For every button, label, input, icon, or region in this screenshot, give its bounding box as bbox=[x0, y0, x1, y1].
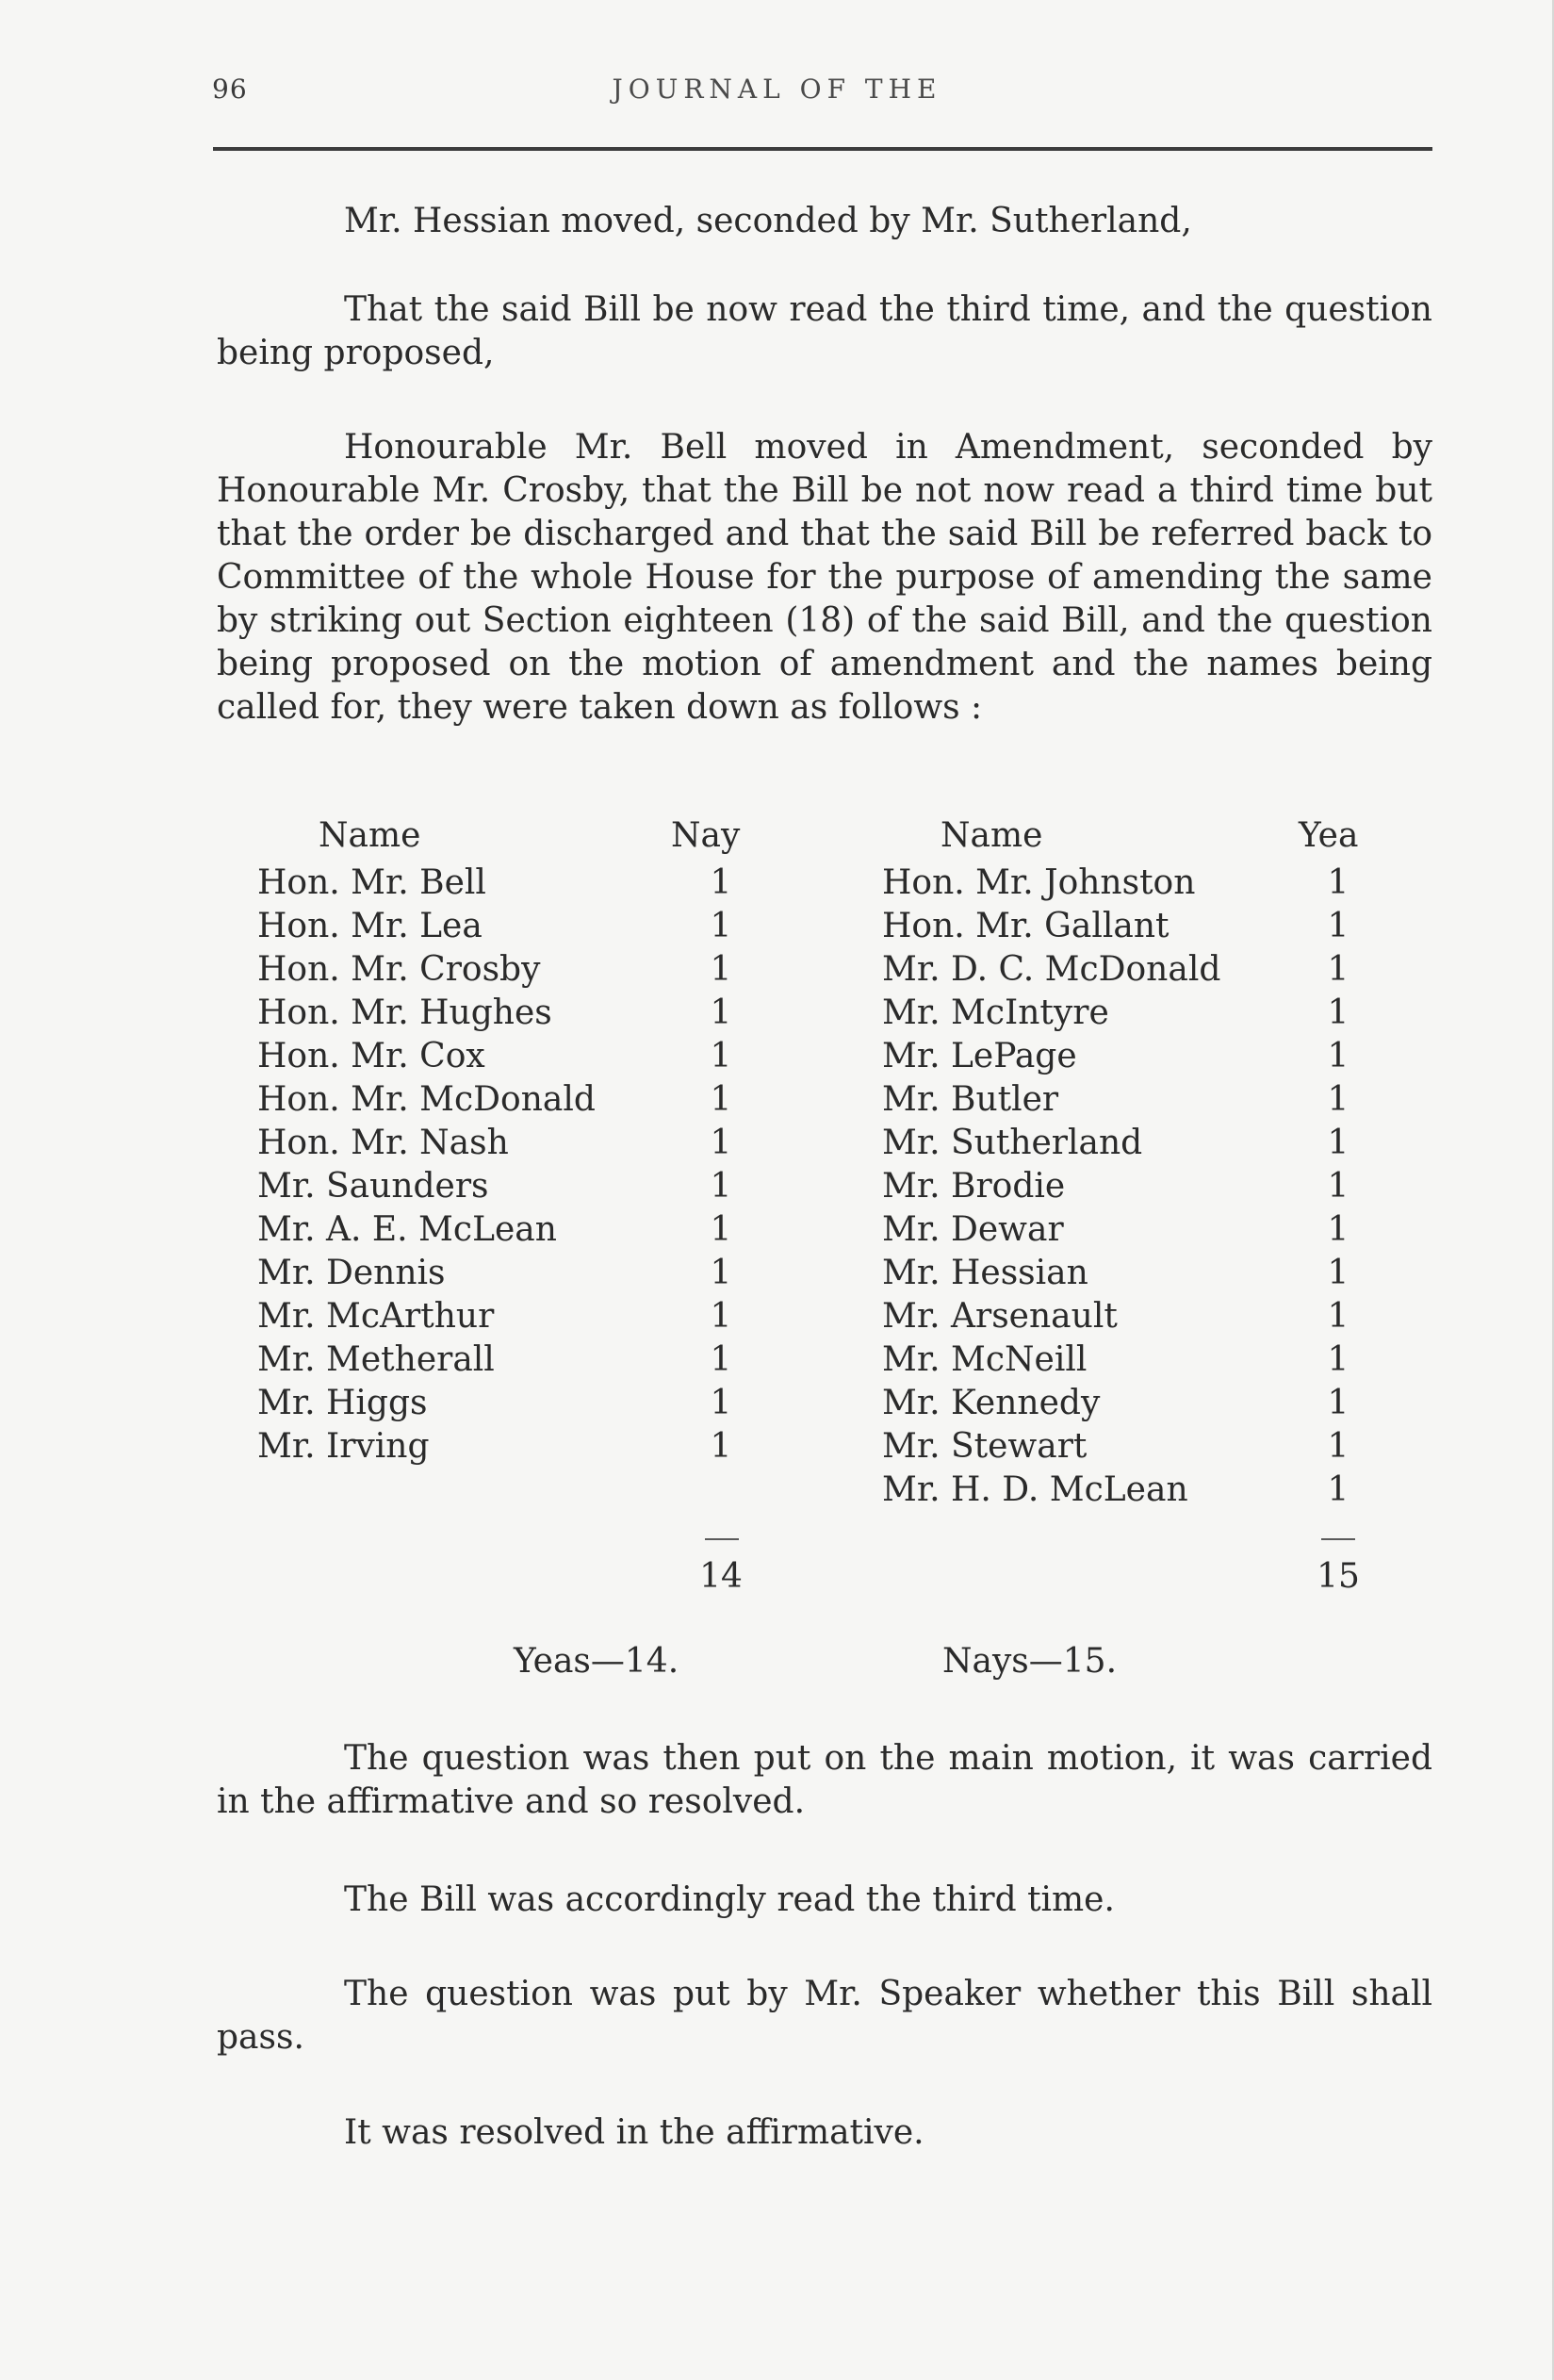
table-row bbox=[0, 948, 1554, 992]
left-member-vote: 1 bbox=[710, 1080, 732, 1119]
right-member-vote: 1 bbox=[1327, 950, 1350, 989]
paragraph-main-motion-rest: carried in the affirmative and so resolved. bbox=[217, 1739, 1432, 1821]
right-member-vote: 1 bbox=[1327, 1124, 1350, 1162]
paragraph-main-motion bbox=[217, 1737, 1432, 1824]
left-member-vote: 1 bbox=[710, 1254, 732, 1292]
paragraph-main-motion-first: The question was then put on the main motion, it was bbox=[344, 1739, 1295, 1778]
right-member-vote: 1 bbox=[1327, 1384, 1350, 1422]
table-row bbox=[0, 1338, 1554, 1382]
nay-total: 14 bbox=[699, 1557, 743, 1596]
right-member-vote: 1 bbox=[1327, 1254, 1350, 1292]
paragraph-speaker-question bbox=[217, 1973, 1432, 2060]
right-member-name: Mr. Sutherland bbox=[882, 1124, 1143, 1162]
table-row bbox=[0, 1469, 1554, 1512]
table-row bbox=[0, 1208, 1554, 1252]
paragraph-third-reading-first: That the said Bill be now read the third time, and the bbox=[344, 290, 1273, 329]
right-member-name: Mr. Kennedy bbox=[882, 1384, 1101, 1422]
table-row bbox=[0, 1425, 1554, 1469]
right-member-name: Mr. Hessian bbox=[882, 1254, 1088, 1292]
right-member-vote: 1 bbox=[1327, 993, 1350, 1032]
paragraph-resolved-text: It was resolved in the affirmative. bbox=[344, 2113, 924, 2152]
paragraph-motion bbox=[217, 200, 1432, 243]
right-member-name: Mr. Arsenault bbox=[882, 1297, 1118, 1336]
right-member-vote: 1 bbox=[1327, 1167, 1350, 1206]
paragraph-motion-text: Mr. Hessian moved, seconded by Mr. Sutherland, bbox=[344, 202, 1192, 240]
left-member-name: Mr. McArthur bbox=[257, 1297, 495, 1336]
left-member-name: Mr. Irving bbox=[257, 1427, 430, 1466]
right-member-vote: 1 bbox=[1327, 907, 1350, 945]
right-member-name: Hon. Mr. Johnston bbox=[882, 863, 1196, 902]
left-member-vote: 1 bbox=[710, 1210, 732, 1249]
yea-total-rule bbox=[1321, 1538, 1355, 1540]
left-member-name: Mr. A. E. McLean bbox=[257, 1210, 557, 1249]
left-member-name: Mr. Higgs bbox=[257, 1384, 428, 1422]
table-row bbox=[0, 1252, 1554, 1295]
table-row bbox=[0, 1382, 1554, 1425]
left-member-vote: 1 bbox=[710, 1167, 732, 1206]
left-member-name: Hon. Mr. McDonald bbox=[257, 1080, 596, 1119]
left-member-name: Mr. Saunders bbox=[257, 1167, 489, 1206]
running-head: JOURNAL OF THE bbox=[612, 74, 942, 105]
left-member-vote: 1 bbox=[710, 863, 732, 902]
paragraph-speaker-question-first: The question was put by Mr. Speaker whether this Bill bbox=[344, 1975, 1335, 2013]
right-member-vote: 1 bbox=[1327, 1427, 1350, 1466]
yea-header: Yea bbox=[1299, 816, 1359, 855]
left-member-vote: 1 bbox=[710, 993, 732, 1032]
result-yeas: Yeas—14. bbox=[514, 1642, 679, 1681]
right-member-vote: 1 bbox=[1327, 863, 1350, 902]
left-name-header: Name bbox=[319, 816, 421, 855]
table-row bbox=[0, 992, 1554, 1035]
right-member-vote: 1 bbox=[1327, 1470, 1350, 1509]
left-member-name: Hon. Mr. Hughes bbox=[257, 993, 552, 1032]
right-member-name: Mr. Butler bbox=[882, 1080, 1059, 1119]
paragraph-amendment-first: Honourable Mr. Bell moved in Amendment, seconded by bbox=[344, 428, 1432, 467]
paragraph-third-reading bbox=[217, 288, 1432, 375]
table-row bbox=[0, 1078, 1554, 1122]
division-table-header bbox=[0, 814, 1554, 858]
left-member-vote: 1 bbox=[710, 950, 732, 989]
table-row bbox=[0, 1122, 1554, 1165]
table-row bbox=[0, 905, 1554, 948]
nay-header: Nay bbox=[671, 816, 741, 855]
left-member-name: Hon. Mr. Lea bbox=[257, 907, 483, 945]
left-member-name: Hon. Mr. Nash bbox=[257, 1124, 509, 1162]
paragraph-amendment bbox=[217, 426, 1432, 730]
header-rule bbox=[213, 147, 1432, 151]
right-member-vote: 1 bbox=[1327, 1340, 1350, 1379]
paragraph-third-reading-rest: question being proposed, bbox=[217, 290, 1432, 372]
left-member-vote: 1 bbox=[710, 1297, 732, 1336]
paragraph-read-third bbox=[217, 1879, 1432, 1922]
table-row bbox=[0, 862, 1554, 905]
right-member-vote: 1 bbox=[1327, 1080, 1350, 1119]
division-totals bbox=[0, 1555, 1554, 1599]
result-nays: Nays—15. bbox=[942, 1642, 1118, 1681]
right-member-name: Mr. McIntyre bbox=[882, 993, 1109, 1032]
page-number: 96 bbox=[212, 74, 248, 105]
left-member-vote: 1 bbox=[710, 1124, 732, 1162]
paragraph-resolved bbox=[217, 2111, 1432, 2155]
left-member-name: Mr. Metherall bbox=[257, 1340, 495, 1379]
right-member-name: Mr. LePage bbox=[882, 1037, 1077, 1075]
right-member-name: Mr. Stewart bbox=[882, 1427, 1088, 1466]
left-member-name: Mr. Dennis bbox=[257, 1254, 446, 1292]
right-member-name: Mr. McNeill bbox=[882, 1340, 1088, 1379]
table-row bbox=[0, 1165, 1554, 1208]
right-member-vote: 1 bbox=[1327, 1297, 1350, 1336]
nay-total-rule bbox=[705, 1538, 739, 1540]
table-row bbox=[0, 1035, 1554, 1078]
right-member-name: Mr. Dewar bbox=[882, 1210, 1064, 1249]
right-member-name: Hon. Mr. Gallant bbox=[882, 907, 1170, 945]
left-member-vote: 1 bbox=[710, 1427, 732, 1466]
left-member-vote: 1 bbox=[710, 1340, 732, 1379]
paragraph-read-third-text: The Bill was accordingly read the third time. bbox=[344, 1880, 1115, 1919]
page-header bbox=[0, 74, 1554, 121]
table-row bbox=[0, 1295, 1554, 1338]
right-member-vote: 1 bbox=[1327, 1210, 1350, 1249]
left-member-vote: 1 bbox=[710, 1384, 732, 1422]
right-member-name: Mr. H. D. McLean bbox=[882, 1470, 1188, 1509]
right-member-name: Mr. D. C. McDonald bbox=[882, 950, 1221, 989]
left-member-name: Hon. Mr. Crosby bbox=[257, 950, 541, 989]
right-name-header: Name bbox=[941, 816, 1043, 855]
left-member-vote: 1 bbox=[710, 907, 732, 945]
paragraph-speaker-question-rest: shall pass. bbox=[217, 1975, 1432, 2057]
left-member-vote: 1 bbox=[710, 1037, 732, 1075]
paragraph-amendment-rest: Honourable Mr. Crosby, that the Bill be not now read a third time but that the order be discharged and that the said Bill be referred back to Committee of the whole House for the purpose of amending the same by striking out Section eighteen (18) of the said Bill, and the question being proposed on the motion of amendment and the names being called for, they were taken down as follows : bbox=[217, 471, 1432, 727]
right-member-name: Mr. Brodie bbox=[882, 1167, 1066, 1206]
yea-total: 15 bbox=[1317, 1557, 1360, 1596]
left-member-name: Hon. Mr. Bell bbox=[257, 863, 486, 902]
left-member-name: Hon. Mr. Cox bbox=[257, 1037, 485, 1075]
right-member-vote: 1 bbox=[1327, 1037, 1350, 1075]
